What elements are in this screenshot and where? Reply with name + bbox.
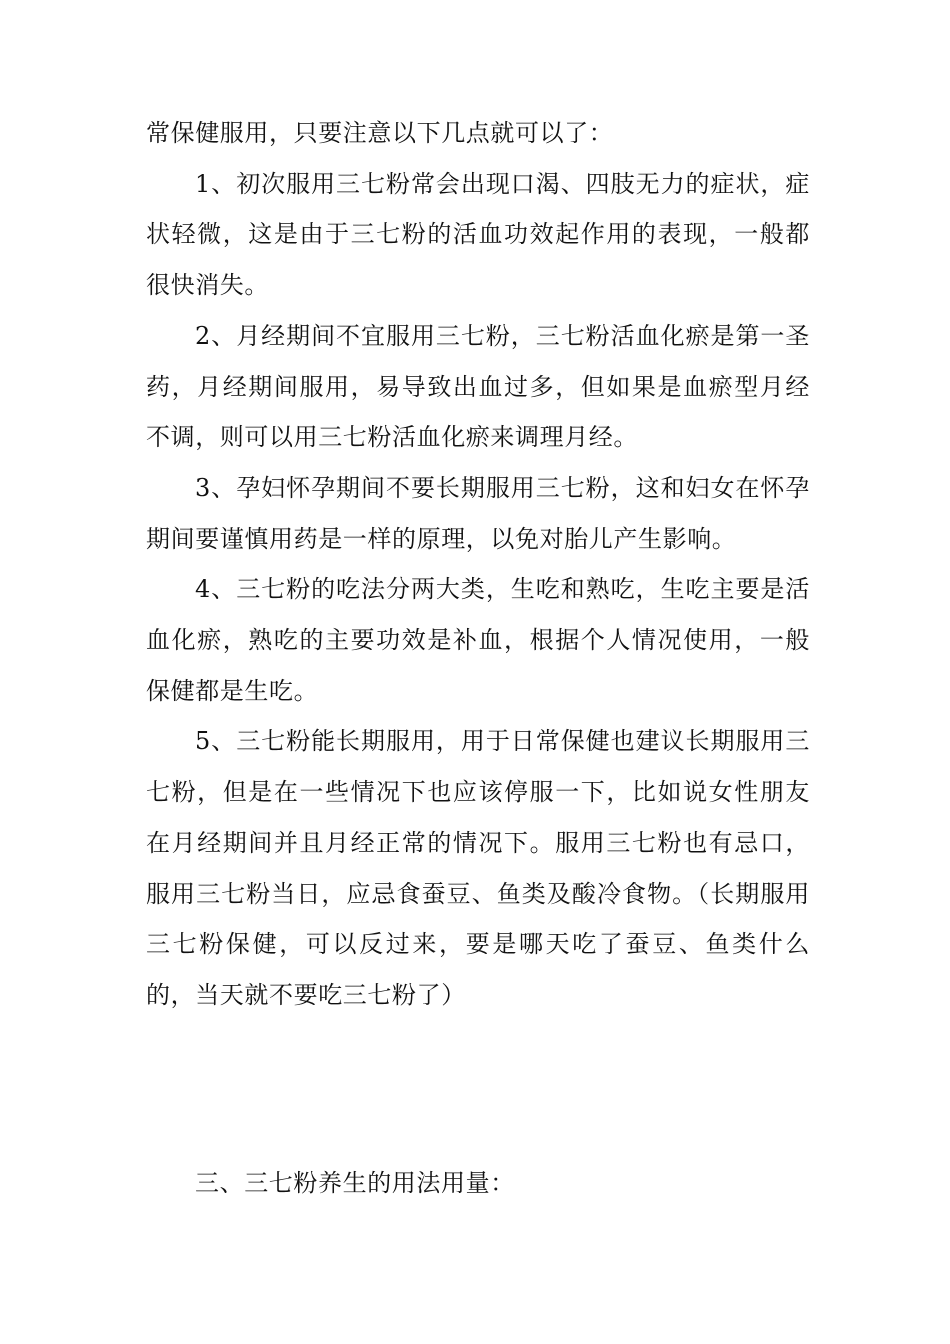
- section-heading: 三、三七粉养生的用法用量：: [195, 1169, 515, 1197]
- paragraph-item-1: 1、初次服用三七粉常会出现口渴、四肢无力的症状，症状轻微，这是由于三七粉的活血功效起作用的表现，一般都很快消失。: [146, 169, 810, 300]
- paragraph-continuation: 常保健服用，只要注意以下几点就可以了：: [146, 119, 614, 147]
- paragraph-item-5: 5、三七粉能长期服用，用于日常保健也建议长期服用三七粉，但是在一些情况下也应该停服一下，比如说女性朋友在月经期间并且月经正常的情况下。服用三七粉也有忌口，服用三七粉当日，应忌食蚕豆、鱼类及酸冷食物。（长期服用三七粉保健，可以反过来，要是哪天吃了蚕豆、鱼类什么的，当天就不要吃三七粉了）: [146, 727, 810, 1009]
- paragraph-item-3: 3、孕妇怀孕期间不要长期服用三七粉，这和妇女在怀孕期间要谨慎用药是一样的原理，以免对胎儿产生影响。: [146, 473, 810, 553]
- document-body: [146, 108, 810, 1021]
- paragraph-item-2: 2、月经期间不宜服用三七粉，三七粉活血化瘀是第一圣药，月经期间服用，易导致出血过多，但如果是血瘀型月经不调，则可以用三七粉活血化瘀来调理月经。: [146, 321, 810, 452]
- paragraph-item-4: 4、三七粉的吃法分两大类，生吃和熟吃，生吃主要是活血化瘀，熟吃的主要功效是补血，根据个人情况使用，一般保健都是生吃。: [146, 575, 810, 705]
